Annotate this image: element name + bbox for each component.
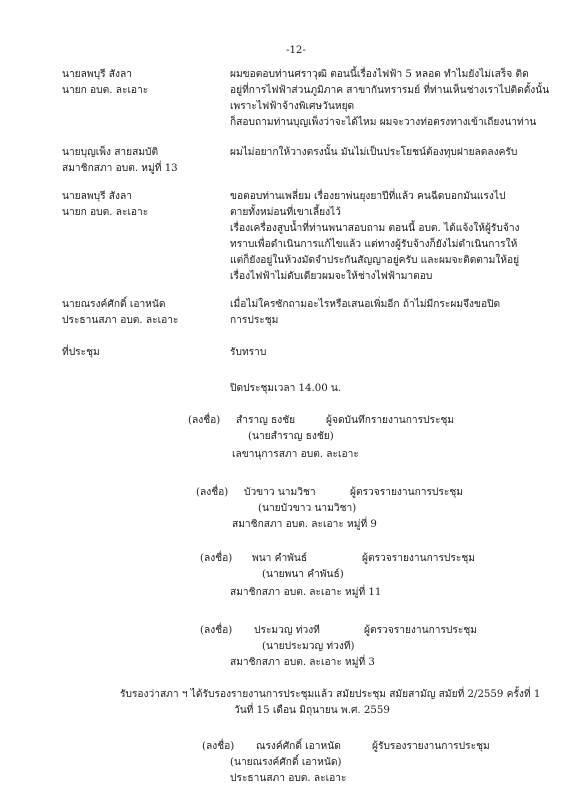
signer-name: (นายประมวญ ท่วงที) — [262, 641, 355, 652]
signer-name: (นายณรงค์ศักดิ์ เอาหนัด) — [230, 757, 342, 768]
signer-role: ผู้รับรองรายงานการประชุม — [372, 741, 490, 752]
speaker-name: นายลพบุรี สังลา — [62, 69, 132, 80]
signer-role: ผู้จดบันทึกรายงานการประชุม — [326, 415, 455, 426]
speaker-name: นายบุญเพ็ง สายสมบัติ — [62, 147, 159, 158]
sign-label: (ลงชื่อ) — [200, 553, 233, 564]
statement-line: รับทราบ — [230, 347, 267, 358]
signer-position: สมาชิกสภา อบต. ละเอาะ หมู่ที่ 9 — [232, 519, 377, 530]
certification-date: วันที่ 15 เดือน มิถุนายน พ.ศ. 2559 — [234, 705, 390, 716]
signer-position: เลขานุการสภา อบต. ละเอาะ — [232, 449, 359, 460]
signer-name: (นายพนา คำพันธ์) — [262, 569, 344, 580]
signer-position: สมาชิกสภา อบต. ละเอาะ หมู่ที่ 11 — [230, 587, 382, 598]
sign-label: (ลงชื่อ) — [196, 487, 229, 498]
certification-statement: รับรองว่าสภา ฯ ได้รับรองรายงานการประชุมแล้ว สมัยประชุม สมัยสามัญ สมัยที่ 2/2559 ครั้งที่ 1 — [120, 689, 541, 700]
speaker-title: ประธานสภา อบต. ละเอาะ — [62, 315, 179, 326]
signed-name: ณรงค์ศักดิ์ เอาหนัด — [256, 741, 341, 752]
speaker-title: สมาชิกสภา อบต. หมู่ที่ 13 — [62, 163, 178, 174]
signed-name: ประมวญ ท่วงที — [254, 625, 320, 636]
statement-line: อยู่ที่การไฟฟ้าส่วนภูมิภาค สาขากันทรารมย์ ที่ท่านเห็นช่างเราไปติดตั้งนั้น — [230, 85, 550, 96]
statement-line: ตายทั้งหม่อนที่เขาเลี้ยงไว้ — [230, 207, 341, 218]
signer-position: สมาชิกสภา อบต. ละเอาะ หมู่ที่ 3 — [230, 657, 375, 668]
sign-label: (ลงชื่อ) — [200, 625, 233, 636]
statement-line: เพราะไฟฟ้าจ้างพิเศษวันหยุด — [230, 101, 355, 112]
signed-name: บัวขาว นามวิชา — [244, 487, 316, 498]
speaker-title: นายก อบต. ละเอาะ — [62, 207, 149, 218]
page-number: -12- — [286, 45, 306, 56]
speaker-name: ที่ประชุม — [62, 347, 100, 358]
closing-time: ปิดประชุมเวลา 14.00 น. — [230, 383, 342, 394]
signer-role: ผู้ตรวจรายงานการประชุม — [350, 487, 463, 498]
statement-line: แต่ก็ยังอยู่ในห้วงมัดจำประกันสัญญาอยู่ครับ และผมจะติดตามให้อยู่ — [230, 255, 520, 266]
statement-line: เรื่องเครื่องสูบน้ำที่ท่านพนาสอบถาม ตอนนี้ อบต. ได้แจ้งให้ผู้รับจ้าง — [230, 223, 520, 234]
statement-line: ขอตอบท่านเพลี่ยม เรื่องยาพ่นยุงยาปีที่แล้ว คนฉีดบอกมันแรงไป — [230, 191, 506, 202]
statement-line: เมื่อไม่ใครซักถามอะไรหรือเสนอเพิ่มอีก ถ้าไม่มีกระผมจึงขอปิด — [230, 299, 501, 310]
statement-line: เรื่องไฟฟ้าไม่ดับเดียวผมจะให้ช่างไฟฟ้ามาตอบ — [230, 271, 433, 282]
signer-role: ผู้ตรวจรายงานการประชุม — [364, 625, 477, 636]
signed-name: พนา คำพันธ์ — [252, 553, 308, 564]
statement-line: การประชุม — [230, 315, 279, 326]
statement-line: ผมไม่อยากให้วางตรงนั้น มันไม่เป็นประโยชน์ต้องทุบฝายลดลงครับ — [230, 147, 518, 158]
statement-line: ทราบเพื่อดำเนินการแก้ไขแล้ว แต่ทางผู้รับจ้างก็ยังไม่ดำเนินการให้ — [230, 239, 518, 250]
signer-name: (นายสำราญ ธงชัย) — [248, 431, 334, 442]
signer-role: ผู้ตรวจรายงานการประชุม — [362, 553, 475, 564]
statement-line: ก็สอบถามท่านบุญเพ็งว่าจะได้ไหม ผมจะวางท่อตรงทางเข้าเถียงนาท่าน — [230, 117, 537, 128]
sign-label: (ลงชื่อ) — [188, 415, 221, 426]
signed-name: สำราญ ธงชัย — [236, 415, 296, 426]
signer-name: (นายบัวขาว นามวิชา) — [258, 503, 357, 514]
signer-position: ประธานสภา อบต. ละเอาะ — [230, 773, 347, 784]
speaker-title: นายก อบต. ละเอาะ — [62, 85, 149, 96]
sign-label: (ลงชื่อ) — [202, 741, 235, 752]
speaker-name: นายลพบุรี สังลา — [62, 191, 132, 202]
statement-line: ผมขอตอบท่านศราวุฒิ ตอนนี้เรื่องไฟฟ้า 5 หลอด ทำไมยังไม่เสร็จ ติด — [230, 69, 529, 80]
speaker-name: นายณรงค์ศักดิ์ เอาหนัด — [62, 299, 166, 310]
